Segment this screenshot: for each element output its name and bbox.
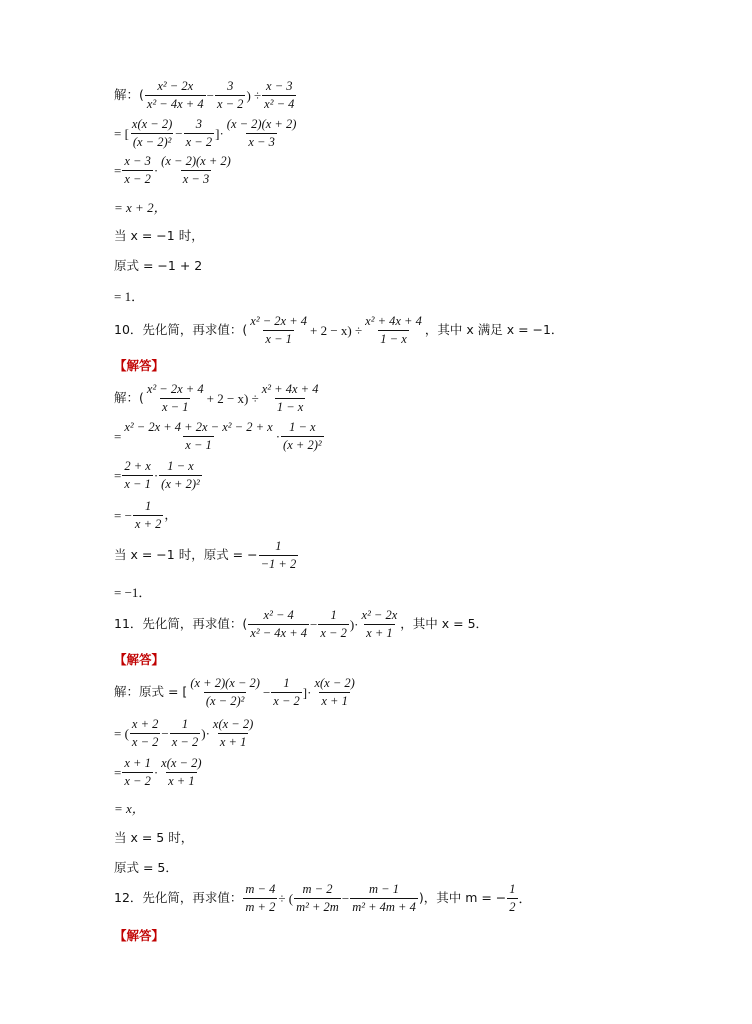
operator: )· (201, 726, 210, 742)
numerator: (x − 2)(x + 2) (226, 117, 297, 131)
denominator: m² + 4m + 4 (352, 900, 416, 915)
fraction (360, 609, 400, 640)
solution-line-6: 原式 = −1 + 2 (114, 258, 203, 273)
fraction (507, 883, 517, 914)
solution-line-14 (114, 500, 177, 531)
numerator: m − 1 (369, 882, 399, 896)
numerator: 1 (283, 676, 290, 690)
denominator: x − 2 (124, 172, 151, 187)
denominator: x − 2 (273, 694, 300, 709)
solution-line-1 (114, 80, 297, 111)
numerator: 1 (330, 608, 337, 622)
question-text: )，其中 m = − (418, 890, 507, 906)
fraction (271, 677, 301, 708)
numerator: 3 (195, 117, 202, 131)
operator: · (153, 163, 159, 179)
text: 解：( (114, 87, 144, 103)
numerator: 2 + x (124, 459, 151, 473)
numerator: (x − 2)(x + 2) (161, 154, 231, 168)
fraction (248, 315, 309, 346)
numerator: x² − 2x + 4 (250, 314, 308, 328)
operator: · (275, 429, 281, 445)
fraction (122, 757, 152, 788)
denominator: 1 − x (380, 332, 407, 347)
numerator: 1 (181, 717, 189, 731)
operator: ) ÷ (246, 88, 262, 104)
denominator: x + 2 (134, 517, 162, 532)
fraction (215, 80, 245, 111)
solution-line-16: = −1． (114, 585, 152, 600)
fraction (225, 118, 299, 149)
operator: − (175, 126, 183, 142)
denominator: x − 2 (171, 735, 199, 750)
numerator: x + 1 (124, 756, 151, 770)
fraction (122, 460, 152, 491)
numerator: x² − 2x + 4 + 2x − x² − 2 + x (124, 420, 273, 434)
operator: + 2 − x) ÷ (206, 391, 259, 407)
operator: − (310, 617, 318, 633)
fraction (130, 118, 174, 149)
numerator: x − 3 (124, 154, 151, 168)
fraction (133, 500, 163, 531)
solution-line-26: 原式 = 5． (114, 860, 178, 875)
denominator: x − 1 (162, 400, 189, 415)
numerator: x(x − 2) (131, 117, 173, 131)
fraction (122, 421, 274, 452)
operator: ÷ ( (278, 891, 294, 907)
operator: + 2 − x) ÷ (310, 323, 363, 339)
denominator: x + 1 (366, 626, 393, 641)
operator: ]· (302, 685, 312, 701)
numerator: 1 (145, 499, 152, 513)
fraction (260, 383, 321, 414)
fraction (159, 460, 202, 491)
answer-label: 【解答】 (114, 928, 165, 943)
solution-line-12 (114, 421, 325, 452)
text: = (114, 765, 122, 781)
numerator: x − 3 (266, 79, 293, 93)
text: 当 x = −1 时，原式 = − (114, 547, 258, 563)
solution-line-21 (114, 677, 358, 708)
denominator: x + 1 (219, 735, 247, 750)
denominator: 2 (509, 900, 516, 915)
operator: )· (349, 617, 359, 633)
fraction (211, 718, 255, 749)
solution-line-23 (114, 757, 205, 788)
fraction (243, 883, 277, 914)
denominator: x² − 4x + 4 (146, 97, 204, 112)
fraction (159, 155, 233, 186)
question-10 (114, 315, 563, 346)
operator: ]· (215, 126, 224, 142)
question-text: ，其中 x 满足 x = −1． (424, 322, 564, 338)
solution-line-25: 当 x = 5 时， (114, 830, 194, 845)
denominator: x − 1 (265, 332, 292, 347)
fraction (170, 718, 200, 749)
denominator: x − 2 (185, 135, 213, 150)
solution-line-13 (114, 460, 203, 491)
numerator: m − 2 (302, 882, 333, 896)
numerator: 1 − x (167, 459, 194, 473)
numerator: m − 4 (245, 882, 276, 896)
numerator: x² + 4x + 4 (261, 382, 319, 396)
text: 解：( (114, 390, 144, 406)
fraction (350, 883, 418, 914)
numerator: x² − 2x + 4 (146, 382, 204, 396)
fraction (122, 155, 152, 186)
fraction (294, 883, 341, 914)
question-text: 10．先化简，再求值：( (114, 322, 248, 338)
text: ． (518, 891, 532, 907)
operator: · (153, 765, 159, 781)
numerator: x(x − 2) (161, 756, 202, 770)
numerator: (x + 2)(x − 2) (190, 676, 260, 690)
question-text: ，其中 x = 5． (400, 616, 489, 632)
denominator: 1 − x (276, 400, 304, 415)
solution-line-2 (114, 118, 299, 149)
denominator: x² − 4 (264, 97, 295, 112)
question-text: 12．先化简，再求值： (114, 890, 243, 906)
question-text: 11．先化简，再求值：( (114, 616, 248, 632)
denominator: m + 2 (245, 900, 276, 915)
text: = ( (114, 726, 129, 742)
question-11 (114, 609, 488, 640)
operator: − (206, 88, 214, 104)
denominator: x − 3 (248, 135, 275, 150)
denominator: x − 2 (131, 735, 159, 750)
solution-line-4: = x + 2， (114, 200, 167, 215)
numerator: 3 (227, 79, 234, 93)
denominator: x + 1 (321, 694, 348, 709)
numerator: x + 2 (131, 717, 159, 731)
fraction (281, 421, 324, 452)
denominator: x − 2 (320, 626, 347, 641)
denominator: x − 1 (185, 438, 212, 453)
denominator: x² − 4x + 4 (250, 626, 308, 641)
fraction (262, 80, 296, 111)
solution-line-11 (114, 383, 321, 414)
fraction (130, 718, 160, 749)
numerator: 1 (275, 539, 282, 553)
denominator: (x − 2)² (132, 135, 172, 150)
numerator: x² − 4 (263, 608, 294, 622)
question-12 (114, 883, 532, 914)
fraction (363, 315, 424, 346)
text: = (114, 163, 122, 179)
numerator: x(x − 2) (212, 717, 254, 731)
fraction (248, 609, 309, 640)
denominator: m² + 2m (296, 900, 339, 915)
numerator: x² + 4x + 4 (365, 314, 422, 328)
text: = [ (114, 126, 129, 142)
numerator: x² − 2x (361, 608, 398, 622)
answer-label: 【解答】 (114, 358, 165, 373)
denominator: x − 2 (124, 774, 151, 789)
numerator: x² − 2x (157, 79, 194, 93)
operator: − (262, 685, 271, 701)
solution-line-22 (114, 718, 256, 749)
numerator: 1 (509, 882, 516, 896)
denominator: x − 1 (124, 477, 151, 492)
answer-label: 【解答】 (114, 652, 165, 667)
text: = (114, 429, 122, 445)
operator: · (153, 468, 159, 484)
denominator: (x + 2)² (161, 477, 200, 492)
text: 解：原式 = [ (114, 684, 188, 700)
fraction (159, 757, 203, 788)
denominator: −1 + 2 (260, 557, 297, 572)
fraction (145, 80, 206, 111)
numerator: 1 − x (289, 420, 316, 434)
operator: − (341, 891, 350, 907)
fraction (145, 383, 206, 414)
solution-line-3 (114, 155, 234, 186)
fraction (312, 677, 356, 708)
denominator: x − 3 (182, 172, 210, 187)
text: ， (164, 507, 177, 523)
denominator: (x + 2)² (283, 438, 322, 453)
fraction (188, 677, 262, 708)
fraction (259, 540, 299, 571)
solution-line-15 (114, 540, 299, 571)
numerator: x(x − 2) (314, 676, 355, 690)
solution-line-24: = x， (114, 801, 145, 816)
denominator: x + 1 (168, 774, 195, 789)
text: = (114, 468, 122, 484)
solution-line-5: 当 x = −1 时， (114, 228, 204, 243)
text: = − (114, 508, 132, 524)
denominator: x − 2 (216, 97, 244, 112)
operator: − (161, 726, 169, 742)
solution-line-7: = 1． (114, 289, 145, 304)
fraction (184, 118, 214, 149)
denominator: (x − 2)² (205, 694, 245, 709)
fraction (318, 609, 348, 640)
